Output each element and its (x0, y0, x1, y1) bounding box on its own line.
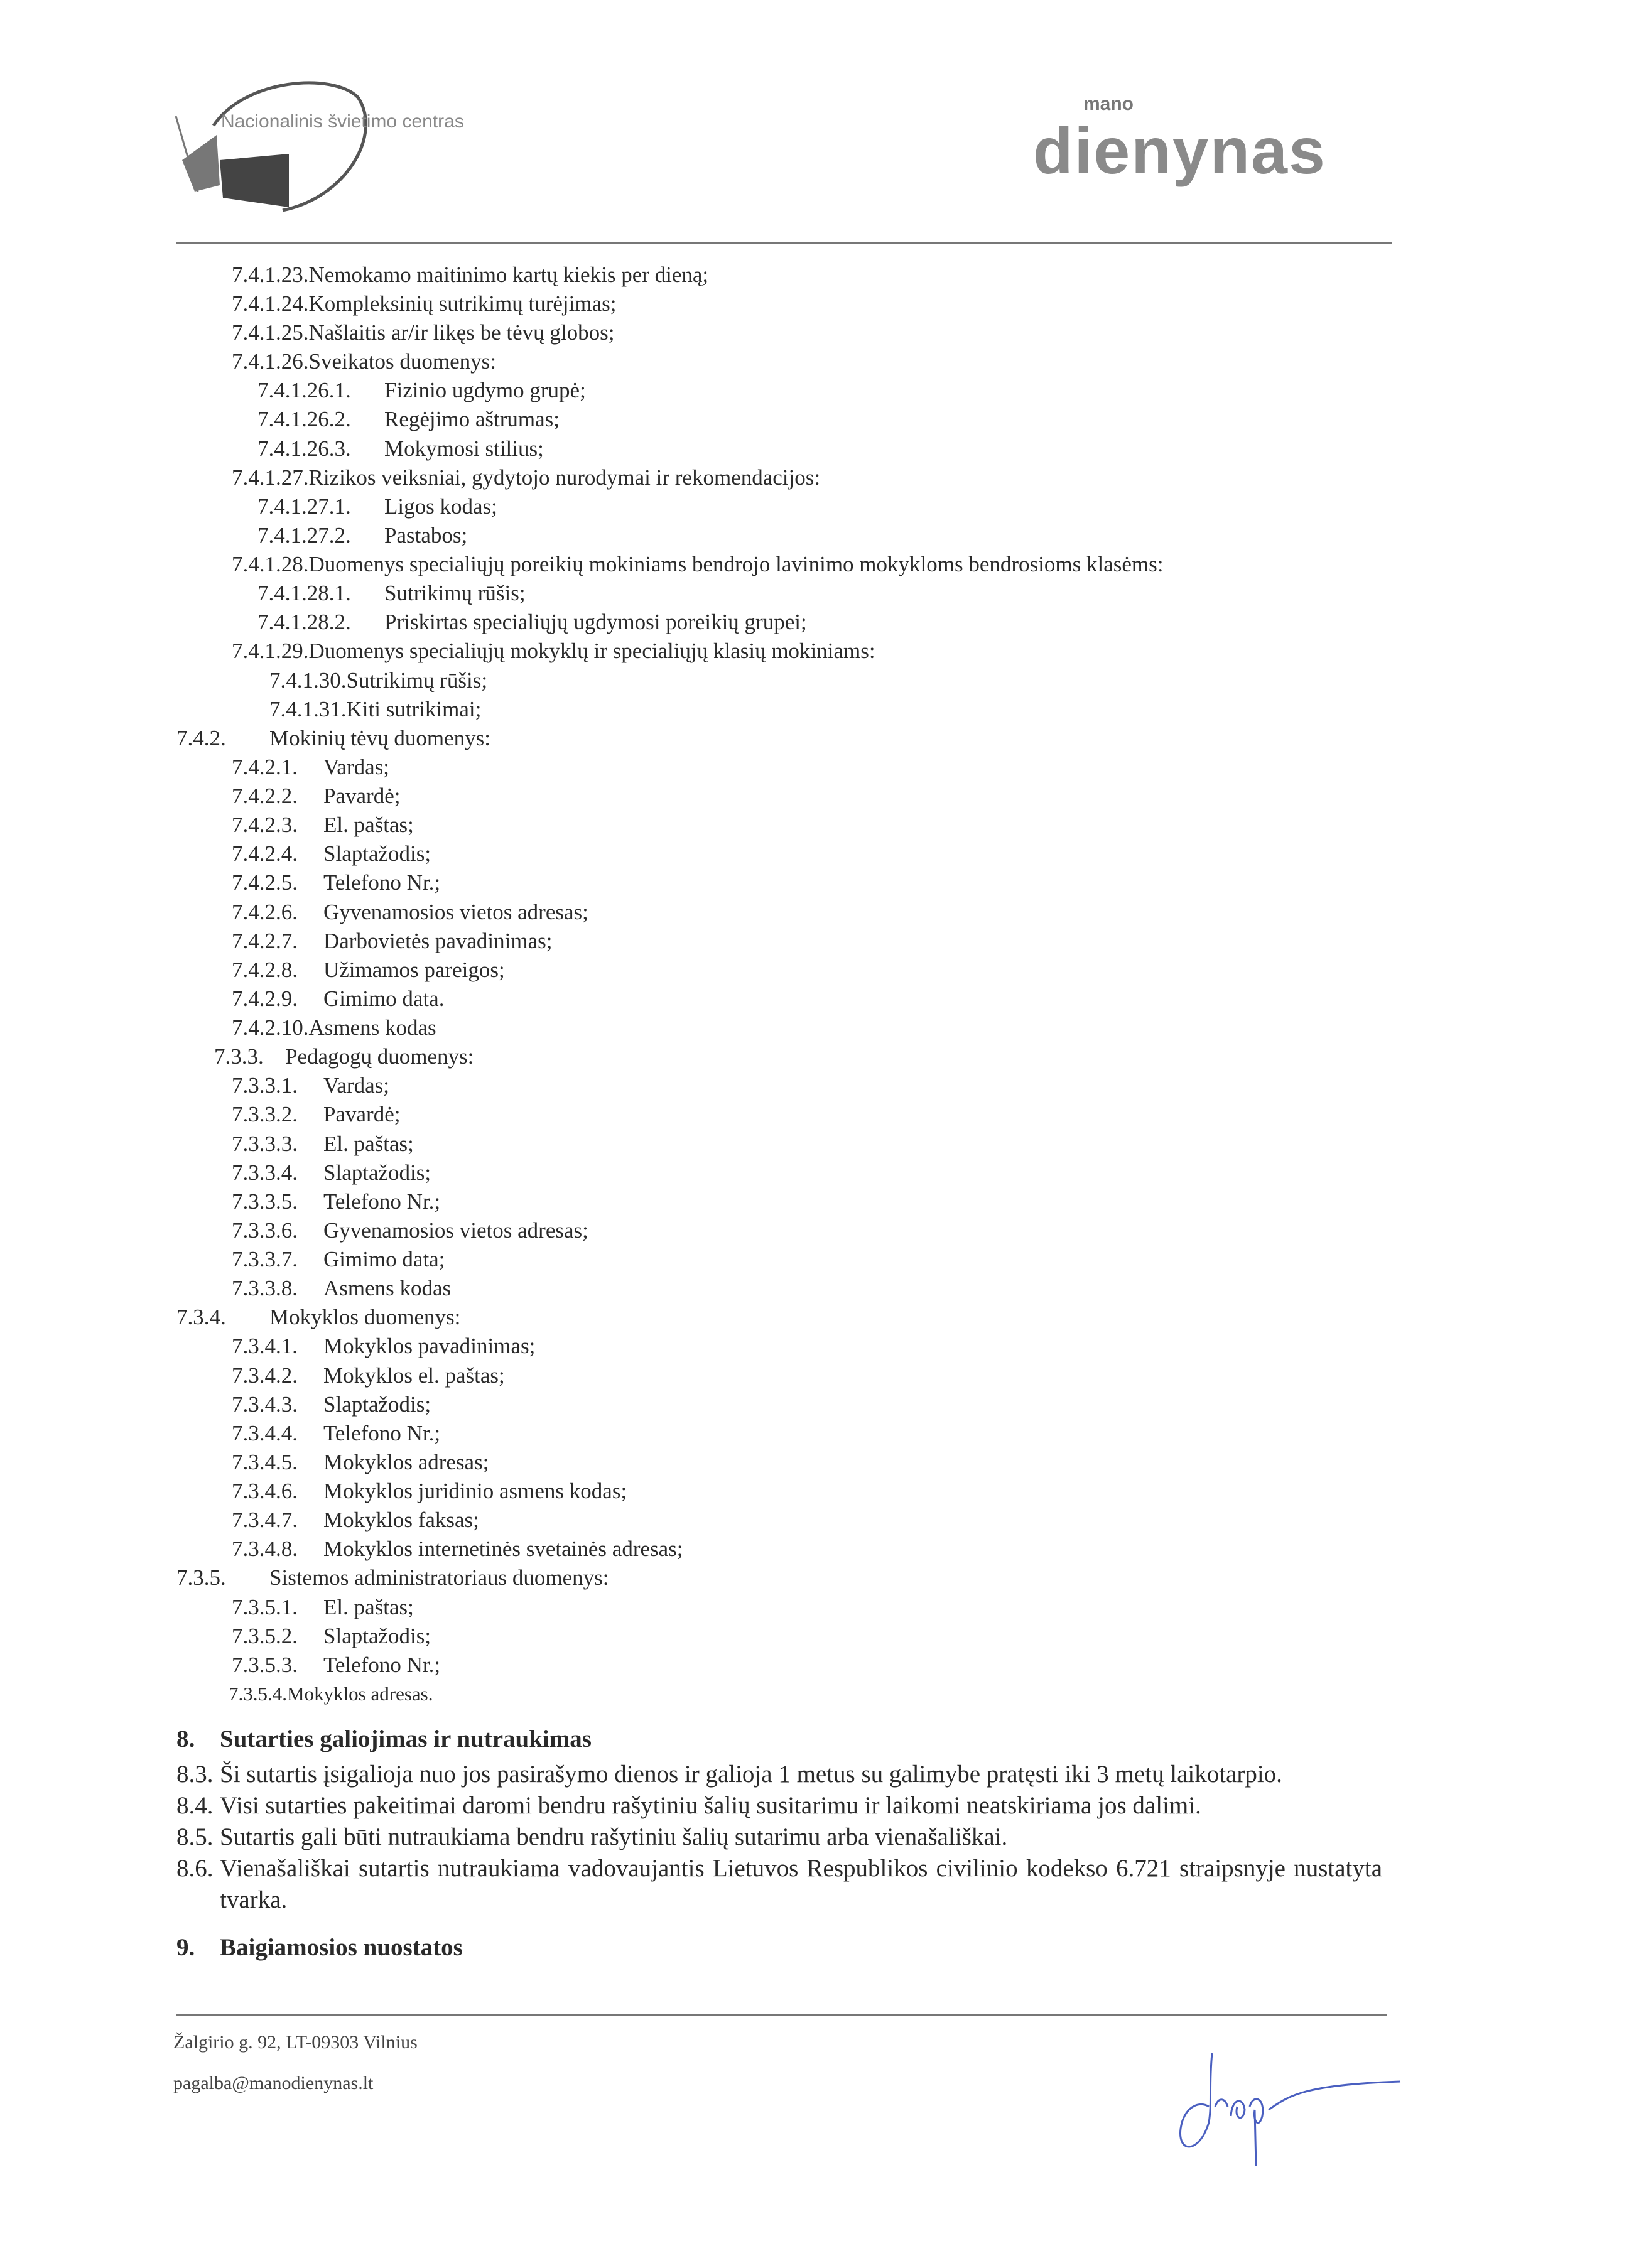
footer-address: Žalgirio g. 92, LT-09303 Vilnius (173, 2032, 418, 2053)
item-number: 7.3.4.6. (232, 1479, 298, 1503)
item-label: Gyvenamosios vietos adresas; (323, 900, 588, 924)
item-number: 7.4.1.26.1. (257, 378, 351, 402)
section-8-heading (176, 1724, 1382, 1759)
item-number: 7.4.1.28.1. (257, 581, 351, 605)
clause-text: Sutartis gali būti nutraukiama bendru rašytiniu šalių sutarimu arba vienašališkai. (220, 1823, 1008, 1850)
item-label: Telefono Nr.; (323, 1421, 441, 1445)
item-number: 7.3.5.1. (232, 1595, 298, 1619)
clause (176, 1853, 1382, 1916)
list-item (232, 291, 616, 316)
item-number: 7.3.5.3. (232, 1653, 298, 1677)
item-label: Kiti sutrikimai; (346, 697, 482, 721)
item-number: 7.4.1.26.2. (257, 407, 351, 431)
item-number: 7.3.4.4. (232, 1421, 298, 1445)
item-number: 7.3.4.8. (232, 1536, 298, 1561)
item-label: Darbovietės pavadinimas; (323, 929, 553, 953)
item-number: 7.3.5. (176, 1565, 226, 1590)
item-number: 7.3.3.4. (232, 1160, 298, 1185)
item-number: 7.3.3.3. (232, 1131, 298, 1156)
item-label: Mokyklos internetinės svetainės adresas; (323, 1536, 683, 1561)
item-label: Sutrikimų rūšis; (384, 581, 526, 605)
nsc-logo-text: Nacionalinis švietimo centras (221, 111, 464, 132)
item-label: Mokyklos el. paštas; (323, 1363, 505, 1388)
right-logo (1033, 94, 1397, 195)
item-number: 7.4.1.23. (232, 262, 309, 287)
clause-text: Visi sutarties pakeitimai daromi bendru rašytiniu šalių susitarimu ir laikomi neatskiriama jos dalimi. (220, 1792, 1201, 1819)
item-label: Vardas; (323, 1073, 389, 1098)
item-label: Sveikatos duomenys: (308, 349, 496, 374)
list-item (229, 1682, 433, 1707)
clause-number: 8.6. (176, 1855, 214, 1882)
item-number: 7.3.4.7. (232, 1508, 298, 1532)
item-label: Mokyklos juridinio asmens kodas; (323, 1479, 627, 1503)
clause-text: Vienašališkai sutartis nutraukiama vadovaujantis Lietuvos Respublikos civilinio kodekso 6.721 straipsnyje nustatyta tvarka. (220, 1855, 1382, 1913)
item-label: Sutrikimų rūšis; (346, 668, 488, 693)
item-label: Telefono Nr.; (323, 870, 441, 895)
item-label: Pavardė; (323, 1102, 401, 1126)
clause-text: Ši sutartis įsigalioja nuo jos pasirašymo dienos ir galioja 1 metus su galimybe pratęsti iki 3 metų laikotarpio. (220, 1761, 1282, 1788)
item-label: Pedagogų duomenys: (285, 1044, 474, 1069)
section-title: Sutarties galiojimas ir nutraukimas (220, 1725, 592, 1752)
clause (176, 1822, 1382, 1853)
item-number: 7.3.5.2. (232, 1624, 298, 1648)
item-number: 7.3.3.1. (232, 1073, 298, 1098)
item-number: 7.4.2.5. (232, 870, 298, 895)
item-label: El. paštas; (323, 813, 414, 837)
item-label: Telefono Nr.; (323, 1189, 441, 1214)
item-number: 7.4.2.4. (232, 841, 298, 866)
item-number: 7.4.1.31. (269, 697, 347, 721)
footer-email[interactable]: pagalba@manodienynas.lt (173, 2073, 374, 2093)
item-label: Rizikos veiksniai, gydytojo nurodymai ir rekomendacijos: (308, 465, 821, 490)
item-label: Mokymosi stilius; (384, 436, 544, 461)
item-number: 7.3.3.5. (232, 1189, 298, 1214)
item-label: Gyvenamosios vietos adresas; (323, 1218, 588, 1243)
list-item (232, 1015, 436, 1040)
item-number: 7.3.3.6. (232, 1218, 298, 1243)
item-number: 7.3.4. (176, 1305, 226, 1329)
item-label: Slaptažodis; (323, 1160, 431, 1185)
item-number: 7.4.1.29. (232, 639, 309, 663)
item-number: 7.4.2.3. (232, 813, 298, 837)
item-number: 7.3.3.8. (232, 1276, 298, 1300)
item-label: Duomenys specialiųjų mokyklų ir specialiųjų klasių mokiniams: (308, 639, 875, 663)
item-number: 7.4.2.7. (232, 929, 298, 953)
item-label: Kompleksinių sutrikimų turėjimas; (308, 291, 617, 316)
item-number: 7.3.3.2. (232, 1102, 298, 1126)
item-label: El. paštas; (323, 1595, 414, 1619)
item-number: 7.4.1.25. (232, 320, 309, 345)
list-item (232, 639, 875, 664)
item-label: Gimimo data. (323, 986, 445, 1011)
item-label: El. paštas; (323, 1131, 414, 1156)
section-9-heading (176, 1932, 1382, 1967)
item-label: Slaptažodis; (323, 841, 431, 866)
item-label: Mokyklos adresas. (287, 1683, 433, 1705)
item-label: Pavardė; (323, 784, 401, 808)
item-number: 7.4.1.27. (232, 465, 309, 490)
item-label: Priskirtas specialiųjų ugdymosi poreikių grupei; (384, 610, 807, 634)
mano-text: mano (1083, 94, 1134, 114)
dienynas-text: dienynas (1033, 115, 1326, 188)
item-label: Užimamos pareigos; (323, 958, 505, 982)
section-number: 8. (176, 1725, 195, 1752)
item-label: Mokyklos pavadinimas; (323, 1334, 536, 1358)
header-divider (176, 242, 1392, 244)
clause-number: 8.3. (176, 1761, 214, 1788)
list-item (269, 697, 481, 722)
item-label: Vardas; (323, 755, 389, 779)
left-logo (170, 66, 521, 217)
item-label: Pastabos; (384, 523, 468, 548)
list-item (232, 465, 820, 490)
item-label: Mokyklos faksas; (323, 1508, 479, 1532)
item-number: 7.4.2.1. (232, 755, 298, 779)
list-item (232, 349, 496, 374)
item-number: 7.4.2. (176, 726, 226, 750)
item-label: Nemokamo maitinimo kartų kiekis per dieną; (308, 262, 709, 287)
item-number: 7.4.2.6. (232, 900, 298, 924)
item-label: Sistemos administratoriaus duomenys: (269, 1565, 609, 1590)
signature (1174, 2047, 1413, 2173)
item-number: 7.4.2.8. (232, 958, 298, 982)
item-number: 7.4.1.26. (232, 349, 309, 374)
clause (176, 1759, 1382, 1790)
clause (176, 1790, 1382, 1822)
list-item (232, 320, 615, 345)
item-label: Asmens kodas (308, 1015, 436, 1040)
item-label: Asmens kodas (323, 1276, 452, 1300)
item-label: Gimimo data; (323, 1247, 445, 1272)
item-label: Duomenys specialiųjų poreikių mokiniams bendrojo lavinimo mokykloms bendrosioms klasėms: (308, 552, 1164, 576)
item-label: Slaptažodis; (323, 1392, 431, 1417)
item-number: 7.4.2.10. (232, 1015, 309, 1040)
clause-number: 8.5. (176, 1823, 214, 1850)
item-number: 7.3.4.3. (232, 1392, 298, 1417)
item-label: Mokyklos duomenys: (269, 1305, 461, 1329)
item-label: Mokinių tėvų duomenys: (269, 726, 490, 750)
item-label: Regėjimo aštrumas; (384, 407, 560, 431)
item-number: 7.4.1.26.3. (257, 436, 351, 461)
list-item (269, 668, 487, 693)
list-item (232, 262, 708, 288)
item-number: 7.4.1.27.1. (257, 494, 351, 519)
item-number: 7.4.2.2. (232, 784, 298, 808)
item-label: Fizinio ugdymo grupė; (384, 378, 586, 402)
nsc-logo-icon (170, 66, 521, 217)
item-number: 7.3.4.2. (232, 1363, 298, 1388)
item-label: Slaptažodis; (323, 1624, 431, 1648)
item-number: 7.4.1.27.2. (257, 523, 351, 548)
item-number: 7.4.1.28. (232, 552, 309, 576)
item-label: Našlaitis ar/ir likęs be tėvų globos; (308, 320, 615, 345)
item-number: 7.4.1.28.2. (257, 610, 351, 634)
section-title: Baigiamosios nuostatos (220, 1934, 463, 1961)
item-number: 7.3.3. (214, 1044, 264, 1069)
list-item (232, 552, 1163, 577)
item-number: 7.3.3.7. (232, 1247, 298, 1272)
item-number: 7.3.4.5. (232, 1450, 298, 1474)
item-number: 7.4.2.9. (232, 986, 298, 1011)
item-label: Ligos kodas; (384, 494, 497, 519)
item-number: 7.4.1.30. (269, 668, 347, 693)
item-number: 7.3.4.1. (232, 1334, 298, 1358)
section-number: 9. (176, 1934, 195, 1961)
item-label: Mokyklos adresas; (323, 1450, 489, 1474)
clause-number: 8.4. (176, 1792, 214, 1819)
footer-divider (176, 2014, 1387, 2016)
item-number: 7.4.1.24. (232, 291, 309, 316)
item-number: 7.3.5.4. (229, 1683, 287, 1705)
section-8 (176, 1724, 1382, 1967)
item-label: Telefono Nr.; (323, 1653, 441, 1677)
